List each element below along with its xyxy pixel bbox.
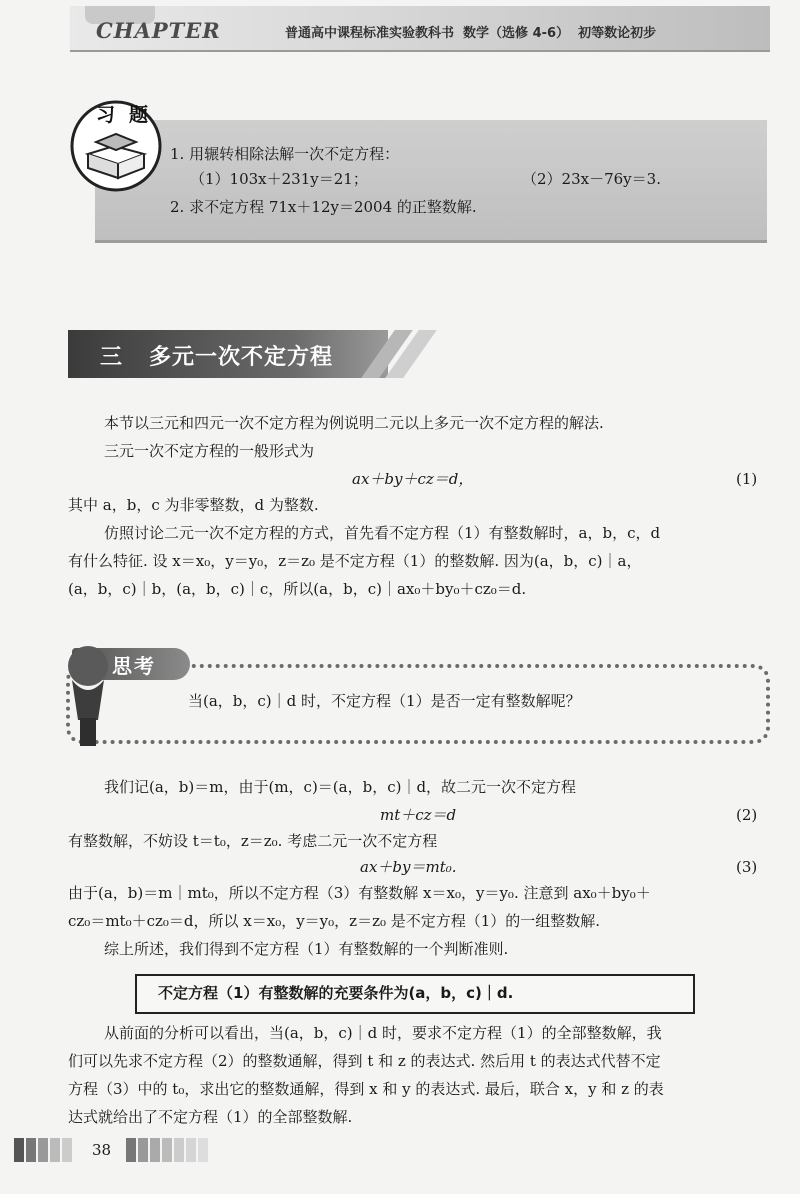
exercise-q1a: （1）103x＋231y＝21； [190, 170, 368, 188]
exercise-tag: 习题 [96, 104, 163, 126]
paragraph-8: 综上所述，我们得到不定方程（1）有整数解的一个判断准则. [104, 940, 509, 958]
paragraph-9a: 从前面的分析可以看出，当(a，b，c)｜d 时，要求不定方程（1）的全部整数解，我 [104, 1024, 662, 1042]
paragraph-6: 有整数解，不妨设 t＝t₀，z＝z₀. 考虑二元一次不定方程 [68, 832, 438, 850]
paragraph-3: 其中 a，b，c 为非零整数，d 为整数. [68, 496, 319, 514]
exercise-q1: 1. 用辗转相除法解一次不定方程： [170, 145, 400, 163]
equation-1-number: (1) [736, 470, 758, 488]
paragraph-9b: 们可以先求不定方程（2）的整数通解，得到 t 和 z 的表达式. 然后用 t 的表达式代替不定 [68, 1052, 661, 1070]
section-title: 三 多元一次不定方程 [100, 345, 333, 370]
paragraph-5: 我们记(a，b)＝m，由于(m，c)＝(a，b，c)｜d，故二元一次不定方程 [104, 778, 577, 796]
think-label: 思考 [112, 654, 156, 678]
paragraph-7a: 由于(a，b)＝m｜mt₀，所以不定方程（3）有整数解 x＝x₀，y＝y₀. 注意到 ax₀＋by₀＋ [68, 884, 651, 902]
equation-2-number: (2) [736, 806, 758, 824]
paragraph-4a: 仿照讨论二元一次不定方程的方式，首先看不定方程（1）有整数解时，a，b，c，d [104, 524, 661, 542]
paragraph-9d: 达式就给出了不定方程（1）的全部整数解. [68, 1108, 353, 1126]
exercise-q1b: （2）23x－76y＝3. [522, 170, 661, 188]
footer-decoration-left [14, 1138, 74, 1162]
paragraph-4b: 有什么特征. 设 x＝x₀，y＝y₀，z＝z₀ 是不定方程（1）的整数解. 因为(a，b，c)｜a， [68, 552, 642, 570]
equation-3: ax＋by＝mt₀. [360, 858, 457, 876]
book-title: 普通高中课程标准实验教科书 数学（选修 4-6） 初等数论初步 [285, 26, 657, 41]
equation-1: ax＋by＋cz＝d， [352, 470, 474, 488]
chapter-label: CHAPTER [96, 18, 221, 43]
exercise-q2: 2. 求不定方程 71x＋12y＝2004 的正整数解. [170, 198, 477, 216]
paragraph-1: 本节以三元和四元一次不定方程为例说明二元以上多元一次不定方程的解法. [104, 414, 604, 432]
think-question: 当(a，b，c)｜d 时，不定方程（1）是否一定有整数解呢？ [188, 692, 581, 710]
paragraph-7b: cz₀＝mt₀＋cz₀＝d，所以 x＝x₀，y＝y₀，z＝z₀ 是不定方程（1）的一组整数解. [68, 912, 601, 930]
thinker-icon [58, 640, 118, 750]
equation-3-number: (3) [736, 858, 758, 876]
equation-2: mt＋cz＝d [380, 806, 457, 824]
criterion-text: 不定方程（1）有整数解的充要条件为(a，b，c)｜d. [158, 984, 514, 1002]
footer-decoration-right [126, 1138, 210, 1162]
paragraph-2: 三元一次不定方程的一般形式为 [104, 442, 315, 460]
paragraph-9c: 方程（3）中的 t₀，求出它的整数通解，得到 x 和 y 的表达式. 最后，联合 x，y 和 z 的表 [68, 1080, 664, 1098]
paragraph-4c: (a，b，c)｜b，(a，b，c)｜c，所以(a，b，c)｜ax₀＋by₀＋cz₀＝d. [68, 580, 527, 598]
page-number: 38 [92, 1141, 112, 1159]
